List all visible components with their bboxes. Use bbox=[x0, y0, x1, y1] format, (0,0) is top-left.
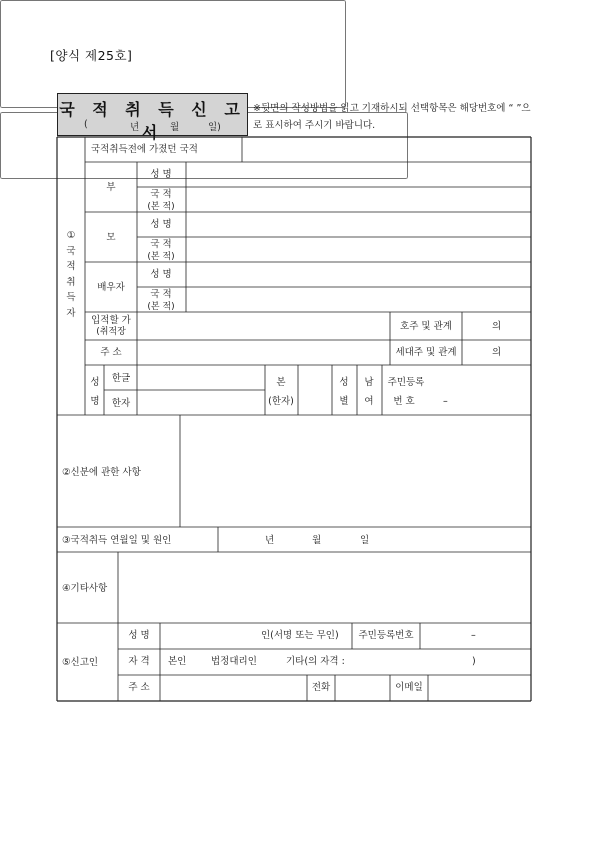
mother-name-input[interactable] bbox=[190, 218, 526, 232]
reporter-rrn-dash: – bbox=[471, 630, 476, 641]
report-date-day: 일) bbox=[208, 122, 221, 133]
hangul-label: 한글 bbox=[111, 373, 131, 384]
spouse-nationality-input[interactable] bbox=[190, 293, 526, 307]
sex-male-option[interactable]: 남 bbox=[364, 377, 374, 388]
reporter-phone-input[interactable] bbox=[339, 681, 387, 695]
registry-place-input[interactable] bbox=[141, 320, 386, 334]
family-head-label: 세대주 및 관계 bbox=[395, 347, 457, 358]
section1-label: ①국적취득자 bbox=[66, 230, 76, 319]
reporter-seal-label: 인(서명 또는 무인) bbox=[261, 630, 339, 641]
acquisition-day-label: 일 bbox=[360, 535, 370, 546]
reporter-name-label: 성 명 bbox=[128, 630, 150, 641]
reporter-rrn-label: 주민등록번호 bbox=[358, 630, 414, 641]
spouse-nationality-label: 국 적 bbox=[150, 289, 172, 300]
mother-name-label: 성 명 bbox=[150, 219, 172, 230]
origin-label-bottom: (한자) bbox=[268, 396, 294, 407]
family-head-suffix: 의 bbox=[492, 347, 502, 358]
reporter-qualification-label: 자 격 bbox=[128, 656, 150, 667]
reporter-rrn-input[interactable] bbox=[424, 629, 468, 643]
qualification-close-paren: ) bbox=[472, 656, 476, 667]
acquisition-cause-input[interactable] bbox=[380, 533, 526, 547]
sex-label-top: 성 bbox=[339, 377, 349, 388]
household-head-suffix: 의 bbox=[492, 321, 502, 332]
rrn-label-bottom: 번 호 bbox=[393, 396, 415, 407]
form-title: 국 적 취 득 신 고 서 bbox=[59, 100, 246, 142]
father-name-label: 성 명 bbox=[150, 169, 172, 180]
origin-label-top: 본 bbox=[276, 377, 286, 388]
father-name-input[interactable] bbox=[190, 168, 526, 182]
qualification-other-input[interactable] bbox=[362, 655, 468, 669]
household-head-label: 호주 및 관계 bbox=[400, 321, 452, 332]
reporter-address-label: 주 소 bbox=[128, 682, 150, 693]
address-input[interactable] bbox=[141, 346, 386, 360]
address-label: 주 소 bbox=[100, 347, 122, 358]
spouse-domicile-label: (본 적) bbox=[147, 302, 175, 312]
applicant-name-label-top: 성 bbox=[90, 377, 100, 388]
section2-label: ②신분에 관한 사항 bbox=[62, 467, 141, 478]
applicant-name-label-bottom: 명 bbox=[90, 396, 100, 407]
reporter-phone-label: 전화 bbox=[311, 682, 331, 693]
mother-nationality-label: 국 적 bbox=[150, 239, 172, 250]
form-number-label: [양식 제25호] bbox=[50, 48, 133, 63]
section3-label: ③국적취득 연월일 및 원인 bbox=[62, 535, 172, 546]
reporter-name-input[interactable] bbox=[165, 629, 257, 643]
report-date-month: 월 bbox=[170, 122, 180, 133]
rrn-label-top: 주민등록 bbox=[387, 377, 425, 388]
rrn-dash: – bbox=[443, 396, 448, 407]
father-label: 부 bbox=[106, 182, 116, 193]
origin-input[interactable] bbox=[301, 383, 329, 397]
qualification-other-option[interactable]: 기타(의 자격 : bbox=[286, 656, 345, 667]
household-head-input[interactable] bbox=[466, 320, 490, 334]
father-domicile-label: (본 적) bbox=[147, 202, 175, 212]
acquisition-year-label: 년 bbox=[265, 535, 275, 546]
reporter-email-label: 이메일 bbox=[395, 682, 423, 693]
prev-nationality-label: 국적취득전에 가졌던 국적 bbox=[91, 144, 198, 155]
mother-nationality-input[interactable] bbox=[190, 243, 526, 257]
name-hanja-input[interactable] bbox=[141, 396, 261, 410]
spouse-name-input[interactable] bbox=[190, 268, 526, 282]
section4-label: ④기타사항 bbox=[62, 583, 108, 594]
registry-place-sublabel: (취적장 bbox=[96, 327, 126, 337]
father-nationality-input[interactable] bbox=[190, 193, 526, 207]
mother-label: 모 bbox=[106, 232, 116, 243]
reporter-email-input[interactable] bbox=[432, 681, 526, 695]
rrn-input[interactable] bbox=[452, 394, 526, 408]
instruction-note: ※뒷면의 작성방법을 읽고 기재하시되 선택항목은 해당번호에 “ ”으로 표시하여 주시기 바랍니다. bbox=[253, 103, 531, 131]
name-hangul-input[interactable] bbox=[141, 371, 261, 385]
sex-female-option[interactable]: 여 bbox=[364, 396, 374, 407]
family-head-input[interactable] bbox=[466, 346, 490, 360]
father-nationality-label: 국 적 bbox=[150, 189, 172, 200]
spouse-name-label: 성 명 bbox=[150, 269, 172, 280]
spouse-label: 배우자 bbox=[97, 282, 125, 293]
prev-nationality-input[interactable] bbox=[246, 144, 526, 158]
report-date-open: ( bbox=[84, 119, 88, 130]
reporter-address-input[interactable] bbox=[165, 681, 303, 695]
qualification-legal-option[interactable]: 법정대리인 bbox=[211, 656, 257, 667]
acquisition-month-label: 월 bbox=[312, 535, 322, 546]
report-date-year: 년 bbox=[130, 122, 140, 133]
sex-label-bottom: 별 bbox=[339, 396, 349, 407]
qualification-self-option[interactable]: 본인 bbox=[168, 656, 187, 667]
mother-domicile-label: (본 적) bbox=[147, 252, 175, 262]
registry-place-label: 입적할 가 bbox=[91, 315, 131, 326]
section5-label: ⑤신고인 bbox=[62, 657, 99, 668]
hanja-label: 한자 bbox=[111, 398, 131, 409]
